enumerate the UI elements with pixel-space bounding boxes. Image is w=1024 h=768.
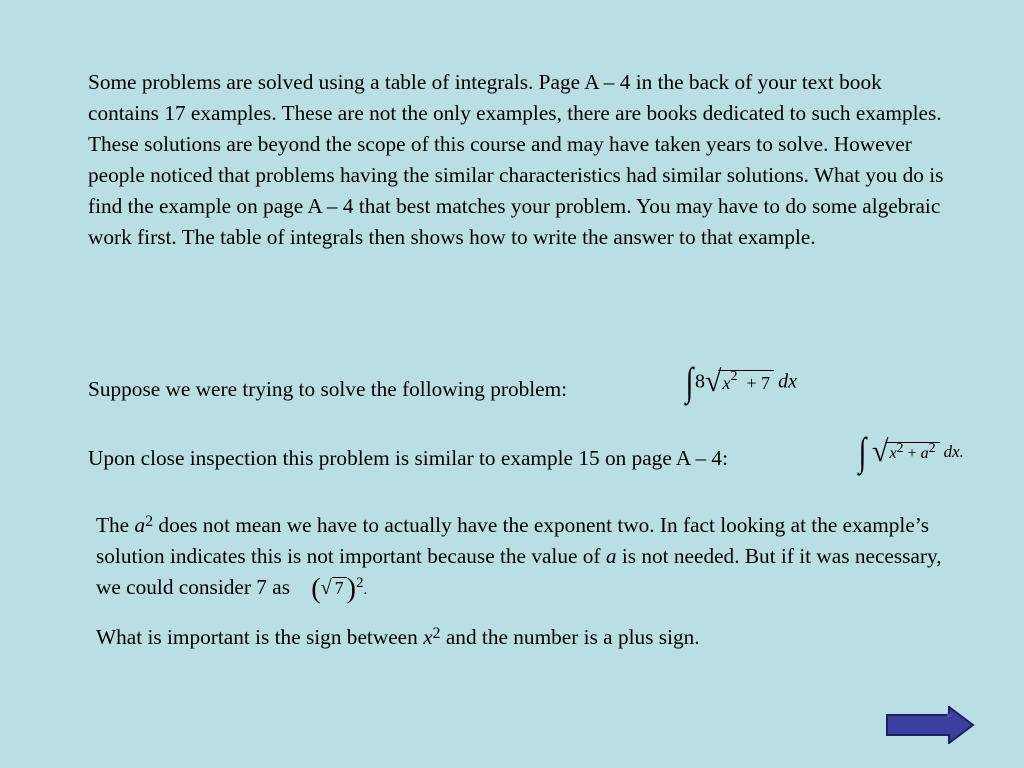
note-paragraph-1: The $a^2$ does not mean we have to actually have the exponent two. In fact looking at the example’s solution indicates this is not important because the value of a is not needed. But if it was necessary, we could consider 7 as (√ 7 )$^2$.	[96, 513, 942, 605]
note-paragraph-2: What is important is the sign between $x^2$ and the number is a plus sign.	[96, 625, 700, 649]
var-x: x	[722, 373, 731, 393]
sqrt-value: 7	[332, 577, 347, 598]
exponent: 2	[145, 513, 154, 530]
var-a: a	[134, 513, 146, 537]
exponent: 2	[896, 440, 904, 456]
var-a: a	[605, 544, 617, 568]
example-integral	[857, 429, 964, 474]
radical-icon: √	[704, 365, 722, 398]
sqrt-expression: (√ 7 )$^2$	[311, 573, 364, 605]
integral-icon: ∫	[858, 429, 867, 474]
var-x: x	[423, 625, 433, 649]
var-x: x	[889, 444, 897, 462]
exponent: 2	[432, 625, 441, 642]
radical-icon: √	[871, 435, 889, 468]
radicand	[718, 370, 774, 394]
next-arrow-icon[interactable]	[885, 706, 975, 744]
problem-text: Suppose we were trying to solve the following problem:	[88, 377, 568, 401]
radicand	[885, 442, 939, 463]
coefficient: 8	[694, 370, 705, 393]
intro-paragraph: Some problems are solved using a table of integrals. Page A – 4 in the back of your text book contains 17 examples. These are not the only examples, there are books dedicated to such examples. These solutions are beyond the scope of this course and may have taken years to solve. However people noticed that problems having the similar characteristics had similar solutions. What you do is find the example on page A – 4 that best matches your problem. You may have to do some algebraic work first. The table of integrals then shows how to write the answer to that example.	[88, 70, 944, 249]
plus-sign: +	[907, 444, 917, 462]
sqrt-icon: √	[320, 577, 332, 599]
integral-icon: ∫	[685, 359, 694, 404]
sqrt-exponent: 2	[355, 575, 364, 591]
differential: dx.	[943, 442, 964, 461]
problem-integral	[684, 359, 797, 404]
exponent-a: 2	[928, 440, 936, 456]
inspection-statement	[88, 444, 728, 472]
inspection-text: Upon close inspection this problem is similar to example 15 on page A – 4:	[88, 446, 728, 470]
var-a: a	[920, 444, 929, 462]
notes-section	[96, 510, 946, 653]
plus-constant: + 7	[746, 373, 771, 393]
problem-statement	[88, 375, 567, 403]
differential: dx	[778, 370, 797, 393]
exponent: 2	[730, 369, 738, 384]
